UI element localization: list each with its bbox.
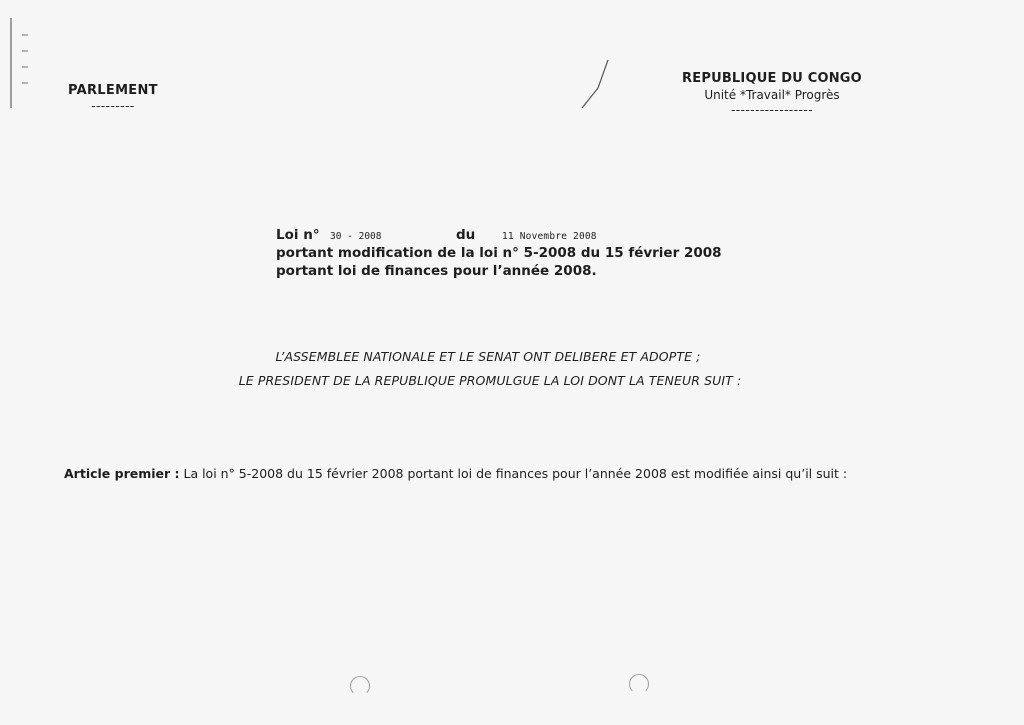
du-label: du xyxy=(456,227,476,243)
header-parlement xyxy=(68,83,158,113)
law-number-line xyxy=(276,226,722,244)
law-subject-line: portant modification de la loi n° 5-2008 du 15 février 2008 xyxy=(276,245,722,261)
scan-binding-marks xyxy=(20,20,34,110)
article-text: La loi n° 5-2008 du 15 février 2008 portant loi de finances pour l’année 2008 est modifiée ainsi qu’il suit : xyxy=(179,466,848,481)
republique-title: REPUBLIQUE DU CONGO xyxy=(682,71,862,86)
punch-hole-mark xyxy=(629,674,649,694)
law-subject-line-2: portant loi de finances pour l’année 2008. xyxy=(276,263,597,279)
law-date: 11 Novembre 2008 xyxy=(502,231,597,242)
scan-binding-edge xyxy=(10,18,18,108)
republique-motto: Unité *Travail* Progrès xyxy=(704,88,840,102)
header-republique xyxy=(672,71,872,117)
preamble-line-1: L’ASSEMBLEE NATIONALE ET LE SENAT ONT DELIBERE ET ADOPTE ; xyxy=(275,349,701,364)
republique-separator: ----------------- xyxy=(730,103,814,117)
law-title-block xyxy=(276,226,722,280)
parlement-separator: --------- xyxy=(91,99,135,113)
parlement-title: PARLEMENT xyxy=(68,83,158,98)
loi-label: Loi n° xyxy=(276,227,320,243)
punch-hole-mark xyxy=(350,676,370,696)
pen-stroke-mark xyxy=(578,58,628,118)
preamble-line-2: LE PRESIDENT DE LA REPUBLIQUE PROMULGUE LA LOI DONT LA TENEUR SUIT : xyxy=(238,373,742,388)
article-label: Article premier : xyxy=(64,466,180,481)
article-premier xyxy=(64,466,847,481)
law-number: 30 - 2008 xyxy=(330,231,382,242)
